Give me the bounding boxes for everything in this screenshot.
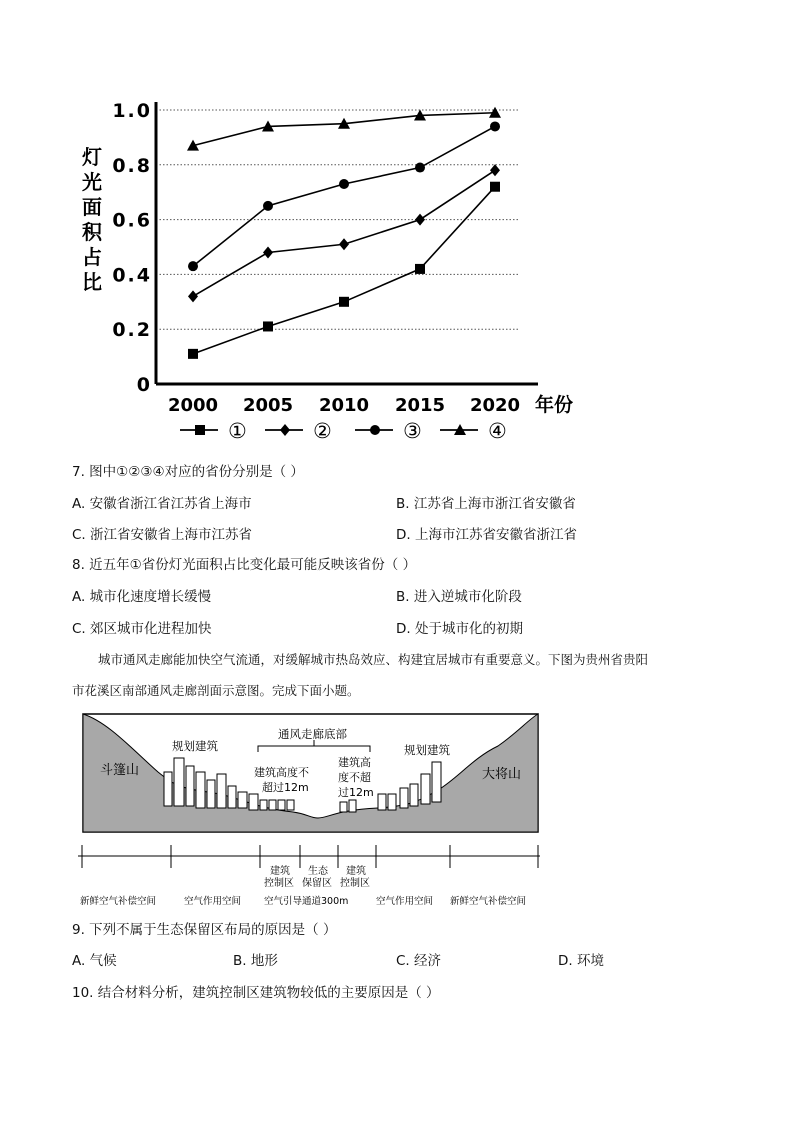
y-axis-label-char: 占: [82, 245, 102, 269]
x-axis-label: 年份: [535, 394, 574, 416]
series-1-point: [263, 321, 273, 331]
series-3-point: [490, 121, 500, 131]
series-2-point: [188, 290, 198, 302]
height-limit-right-1: 建筑高: [338, 756, 371, 769]
series-2-point: [415, 214, 425, 226]
chart-legend: [180, 419, 507, 443]
zone-build-control-right-1: 建筑: [346, 866, 366, 877]
zone-build-control-right-2: 控制区: [340, 878, 370, 889]
fresh-air-space-right: 新鲜空气补偿空间: [450, 896, 527, 907]
x-tick-label: 2005: [242, 395, 294, 416]
legend-label: ①: [228, 419, 247, 443]
x-tick-labels: [168, 395, 520, 416]
y-axis-label-char: 比: [82, 270, 102, 294]
y-axis-label: [81, 145, 103, 294]
q10-stem: 10. 结合材料分析，建筑控制区建筑物较低的主要原因是（ ）: [72, 985, 440, 1001]
intro-line-2: 市花溪区南部通风走廊剖面示意图。完成下面小题。: [72, 683, 360, 698]
series-1-point: [490, 182, 500, 192]
y-tick-label: 1.0: [112, 100, 152, 122]
fresh-air-space-left: 新鲜空气补偿空间: [80, 896, 157, 907]
series-1-point: [415, 264, 425, 274]
y-tick-label: 0: [136, 374, 152, 396]
y-tick-label: 0.2: [112, 319, 152, 342]
height-limit-left-2: 超过12m: [262, 781, 309, 794]
right-mountain-label: 大将山: [482, 767, 522, 782]
x-tick-label: 2020: [469, 395, 521, 416]
height-limit-right-3: 过12m: [338, 786, 374, 799]
q8-option-d[interactable]: D. 处于城市化的初期: [396, 621, 523, 637]
legend-label: ②: [313, 419, 332, 443]
y-tick-label: 0.4: [112, 264, 152, 287]
series-3-point: [188, 261, 198, 271]
x-tick-label: 2000: [167, 395, 219, 416]
left-mountain-label: 斗篷山: [100, 763, 140, 778]
q9-option-d[interactable]: D. 环境: [558, 953, 604, 969]
y-axis-label-char: 积: [82, 220, 102, 244]
series-3-point: [339, 179, 349, 189]
zone-ruler: [78, 845, 540, 868]
y-tick-labels: [112, 100, 152, 396]
x-tick-label: 2015: [394, 395, 446, 416]
series-lines: [193, 113, 495, 354]
q8-option-c[interactable]: C. 郊区城市化进程加快: [72, 621, 212, 637]
intro-line-1: 城市通风走廊能加快空气流通，对缓解城市热岛效应、构建宜居城市有重要意义。下图为贵州省贵阳: [98, 652, 649, 667]
y-axis-label-char: 灯: [82, 145, 102, 169]
zone-build-control-left-1: 建筑: [270, 866, 290, 877]
q9-option-c[interactable]: C. 经济: [396, 953, 442, 969]
series-line-4: [193, 113, 495, 146]
y-tick-label: 0.6: [112, 209, 152, 232]
series-1-point: [188, 349, 198, 359]
q9-option-b[interactable]: B. 地形: [233, 953, 278, 969]
series-2-point: [490, 164, 500, 176]
corridor-bottom-label: 通风走廊底部: [278, 727, 347, 741]
zone-eco-reserve-1: 生态: [308, 866, 328, 877]
x-tick-label: 2010: [318, 395, 370, 416]
legend-marker: [280, 424, 290, 436]
planned-buildings-right-label: 规划建筑: [404, 743, 450, 757]
y-tick-label: 0.8: [112, 154, 152, 177]
q8-option-a[interactable]: A. 城市化速度增长缓慢: [72, 589, 212, 605]
air-action-space-right: 空气作用空间: [376, 896, 434, 907]
q8-stem: 8. 近五年①省份灯光面积占比变化最可能反映该省份（ ）: [72, 557, 417, 573]
q7-stem: 7. 图中①②③④对应的省份分别是（ ）: [72, 464, 304, 480]
q9-option-a[interactable]: A. 气候: [72, 953, 117, 969]
q7-option-c[interactable]: C. 浙江省安徽省上海市江苏省: [72, 527, 253, 543]
zone-eco-reserve-2: 保留区: [302, 878, 332, 889]
legend-marker: [370, 425, 380, 435]
q7-option-d[interactable]: D. 上海市江苏省安徽省浙江省: [396, 527, 577, 543]
y-axis-label-char: 光: [82, 170, 102, 194]
planned-buildings-left-label: 规划建筑: [172, 739, 218, 753]
series-2-point: [339, 238, 349, 250]
series-2-point: [263, 246, 273, 258]
series-3-point: [415, 163, 425, 173]
q8-option-b[interactable]: B. 进入逆城市化阶段: [396, 589, 522, 605]
series-3-point: [263, 201, 273, 211]
q9-stem: 9. 下列不属于生态保留区布局的原因是（ ）: [72, 922, 337, 938]
series-1-point: [339, 297, 349, 307]
legend-label: ④: [488, 419, 507, 443]
q7-option-a[interactable]: A. 安徽省浙江省江苏省上海市: [72, 496, 252, 512]
air-action-space-left: 空气作用空间: [184, 896, 242, 907]
legend-marker: [195, 425, 205, 435]
series-line-2: [193, 170, 495, 296]
light-area-chart: [70, 80, 610, 450]
q7-option-b[interactable]: B. 江苏省上海市浙江省安徽省: [396, 496, 576, 512]
air-guide-channel: 空气引导通道300m: [264, 896, 349, 907]
y-axis-label-char: 面: [82, 195, 102, 219]
height-limit-left-1: 建筑高度不: [254, 766, 309, 779]
ventilation-corridor-profile: [78, 710, 548, 910]
zone-build-control-left-2: 控制区: [264, 878, 294, 889]
legend-label: ③: [403, 419, 422, 443]
height-limit-right-2: 度不超: [338, 771, 371, 784]
